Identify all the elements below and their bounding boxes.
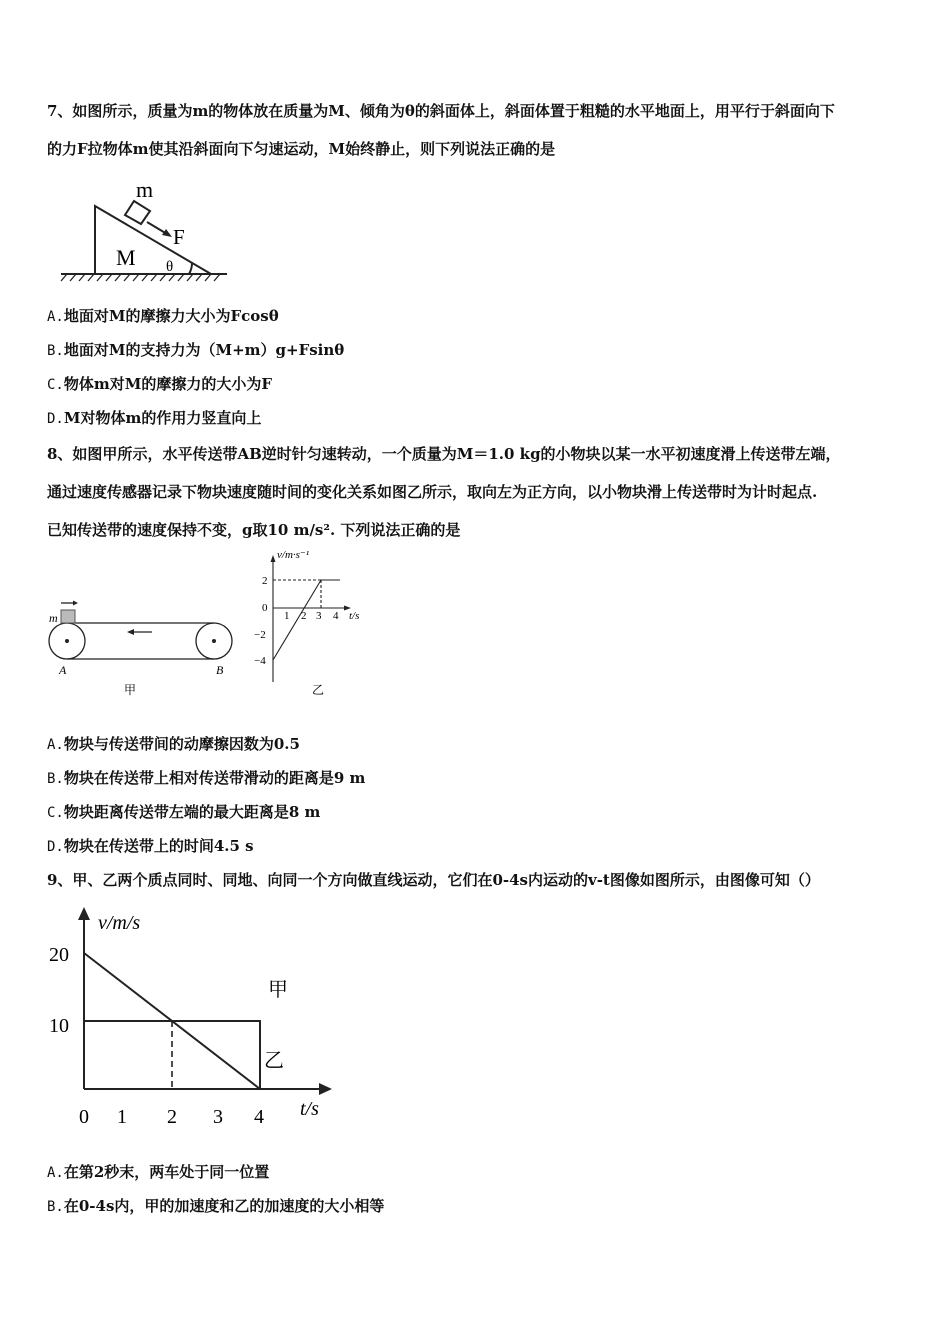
q7-option-d[interactable]: D.M对物体m的作用力竖直向上 — [47, 409, 262, 427]
q9-ytick-20: 20 — [49, 944, 69, 966]
q9-xtick-0: 0 — [79, 1106, 89, 1128]
q8-jia-B: B — [216, 663, 224, 677]
q8-jia-A: A — [59, 663, 67, 677]
q8-option-a[interactable]: A.物块与传送带间的动摩擦因数为0.5 — [47, 735, 300, 753]
q9-option-b[interactable]: B.在0-4s内，甲的加速度和乙的加速度的大小相等 — [47, 1197, 385, 1215]
q9-option-a[interactable]: A.在第2秒末，两车处于同一位置 — [47, 1163, 270, 1181]
q7-stem-line2: 的力F拉物体m使其沿斜面向下匀速运动，M始终静止，则下列说法正确的是 — [47, 140, 556, 158]
q8-yi-xtick-3: 3 — [316, 610, 322, 622]
q8-yi-ylabel: v/m·s⁻¹ — [277, 549, 310, 561]
q8-yi-ytick-neg2: −2 — [254, 629, 266, 641]
q8-stem-line1: 8、如图甲所示，水平传送带AB逆时针匀速转动，一个质量为M＝1.0 kg的小物块以某一水平初速度滑上传送带左端， — [47, 445, 841, 463]
q8-yi-ytick-neg4: −4 — [254, 655, 266, 667]
q8-stem-line3: 已知传送带的速度保持不变，g取10 m/s². 下列说法正确的是 — [47, 521, 461, 539]
q9-label-jia: 甲 — [268, 979, 288, 1001]
q8-stem-line2: 通过速度传感器记录下物块速度随时间的变化关系如图乙所示，取向左为正方向，以小物块滑上传送带时为计时起点. — [47, 483, 818, 501]
q8-yi-ytick-0: 0 — [262, 602, 268, 614]
q8-yi-xlabel: t/s — [349, 610, 360, 622]
q9-ylabel: v/m/s — [98, 912, 141, 934]
q9-ytick-10: 10 — [49, 1015, 69, 1037]
q7-label-M: M — [116, 245, 136, 270]
q7-stem-line1: 7、如图所示，质量为m的物体放在质量为M、倾角为θ的斜面体上，斜面体置于粗糙的水平地面上，用平行于斜面向下 — [47, 102, 835, 120]
q8-yi-xtick-2: 2 — [301, 610, 307, 622]
q8-jia-m: m — [49, 611, 58, 625]
q8-vt-figure — [250, 546, 380, 698]
q7-label-F: F — [173, 225, 185, 249]
q8-option-d[interactable]: D.物块在传送带上的时间4.5 s — [47, 837, 254, 855]
q9-stem: 9、甲、乙两个质点同时、同地、向同一个方向做直线运动，它们在0-4s内运动的v-t图像如图所示，由图像可知（） — [47, 871, 820, 889]
q8-yi-caption: 乙 — [312, 683, 325, 697]
q8-option-b[interactable]: B.物块在传送带上相对传送带滑动的距离是9 m — [47, 769, 366, 787]
q8-jia-caption: 甲 — [124, 683, 137, 697]
q7-label-theta: θ — [166, 259, 174, 275]
q8-stem — [47, 435, 909, 549]
q7-label-m: m — [136, 178, 154, 202]
q8-yi-ytick-2: 2 — [262, 575, 268, 587]
q9-xtick-4: 4 — [254, 1106, 264, 1128]
q9-xtick-3: 3 — [213, 1106, 223, 1128]
q8-yi-xtick-4: 4 — [333, 610, 339, 622]
q9-vt-figure — [40, 905, 340, 1130]
q9-xtick-2: 2 — [167, 1106, 177, 1128]
q9-label-yi: 乙 — [264, 1050, 284, 1072]
q9-xlabel: t/s — [300, 1098, 319, 1120]
q8-yi-xtick-1: 1 — [284, 610, 290, 622]
q9-xtick-1: 1 — [117, 1106, 127, 1128]
q7-option-a[interactable]: A.地面对M的摩擦力大小为Fcosθ — [47, 307, 279, 325]
q8-option-c[interactable]: C.物块距离传送带左端的最大距离是8 m — [47, 803, 321, 821]
q8-conveyor-figure — [44, 596, 240, 700]
q7-incline-figure — [55, 178, 235, 288]
q7-stem — [47, 92, 909, 168]
q7-option-b[interactable]: B.地面对M的支持力为（M+m）g+Fsinθ — [47, 341, 345, 359]
q7-option-c[interactable]: C.物体m对M的摩擦力的大小为F — [47, 375, 272, 393]
